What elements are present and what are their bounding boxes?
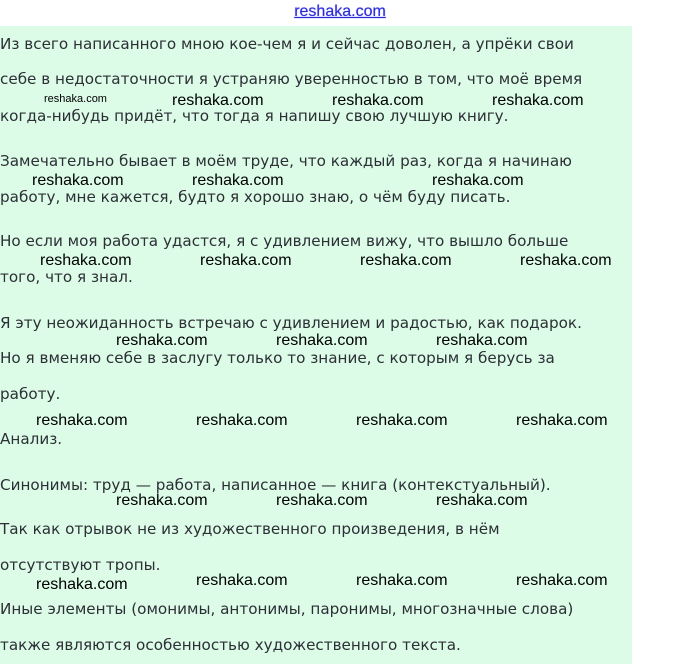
watermark-text: reshaka.com xyxy=(360,252,452,269)
text-line: также являются особенностью художественного текста. xyxy=(0,636,461,654)
watermark-text: reshaka.com xyxy=(36,412,128,429)
text-line: того, что я знал. xyxy=(0,268,133,286)
text-line: Так как отрывок не из художественного произведения, в нём xyxy=(0,520,500,538)
watermark-text: reshaka.com xyxy=(32,172,124,189)
watermark-text: reshaka.com xyxy=(44,93,107,105)
watermark-text: reshaka.com xyxy=(276,492,368,509)
text-line: Из всего написанного мною кое-чем я и сейчас доволен, а упрёки свои xyxy=(0,35,574,53)
watermark-text: reshaka.com xyxy=(200,252,292,269)
watermark-text: reshaka.com xyxy=(332,92,424,109)
text-line: работу, мне кажется, будто я хорошо знаю, о чём буду писать. xyxy=(0,188,511,206)
text-line: Синонимы: труд — работа, написанное — книга (контекстуальный). xyxy=(0,476,551,494)
watermark-text: reshaka.com xyxy=(436,332,528,349)
watermark-text: reshaka.com xyxy=(276,332,368,349)
watermark-text: reshaka.com xyxy=(356,572,448,589)
text-line: себе в недостаточности я устраняю уверенностью в том, что моё время xyxy=(0,70,583,88)
watermark-text: reshaka.com xyxy=(516,572,608,589)
watermark-text: reshaka.com xyxy=(40,252,132,269)
text-line: Иные элементы (омонимы, антонимы, паронимы, многозначные слова) xyxy=(0,600,574,618)
watermark-text: reshaka.com xyxy=(492,92,584,109)
text-line: Но я вменяю себе в заслугу только то знание, с которым я берусь за xyxy=(0,349,555,367)
text-line: когда-нибудь придёт, что тогда я напишу свою лучшую книгу. xyxy=(0,107,509,125)
watermark-text: reshaka.com xyxy=(432,172,524,189)
watermark-text: reshaka.com xyxy=(192,172,284,189)
watermark-text: reshaka.com xyxy=(116,492,208,509)
watermark-text: reshaka.com xyxy=(116,332,208,349)
text-line: Но если моя работа удастся, я с удивлением вижу, что вышло больше xyxy=(0,232,569,250)
watermark-text: reshaka.com xyxy=(356,412,448,429)
text-line: Анализ. xyxy=(0,430,63,448)
watermark-text: reshaka.com xyxy=(516,412,608,429)
text-line: Замечательно бывает в моём труде, что каждый раз, когда я начинаю xyxy=(0,152,572,170)
text-line: работу. xyxy=(0,385,61,403)
site-header-link[interactable]: reshaka.com xyxy=(294,3,386,20)
text-line: Я эту неожиданность встречаю с удивлением и радостью, как подарок. xyxy=(0,314,582,332)
watermark-text: reshaka.com xyxy=(196,572,288,589)
text-line: отсутствуют тропы. xyxy=(0,556,161,574)
watermark-text: reshaka.com xyxy=(36,576,128,593)
watermark-text: reshaka.com xyxy=(172,92,264,109)
watermark-text: reshaka.com xyxy=(196,412,288,429)
watermark-text: reshaka.com xyxy=(436,492,528,509)
watermark-text: reshaka.com xyxy=(520,252,612,269)
